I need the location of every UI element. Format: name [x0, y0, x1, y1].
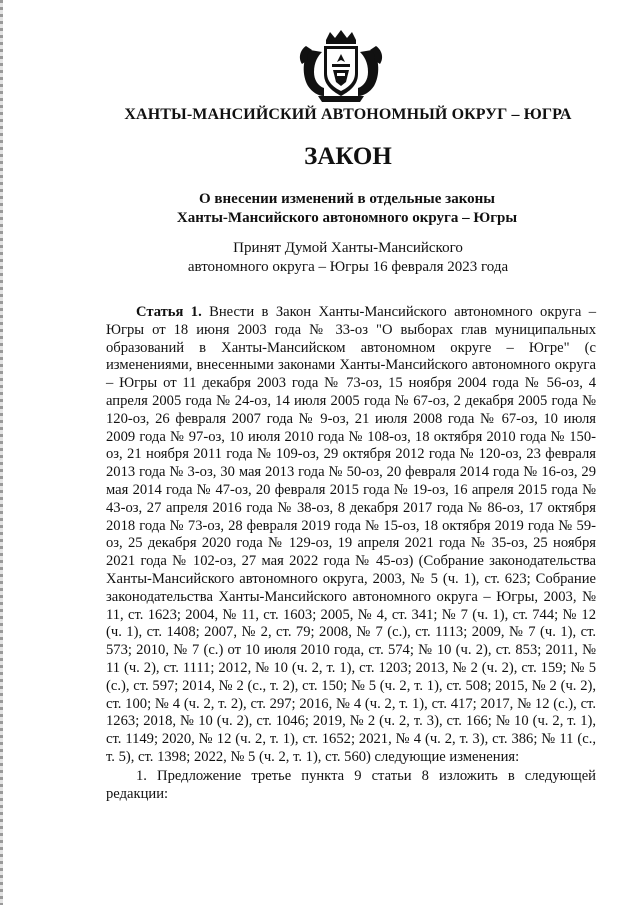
- law-subject: [0, 190, 640, 228]
- adoption-note-line-2: автономного округа – Югры 16 февраля 2023 года: [187, 259, 509, 275]
- scan-edge: [0, 0, 3, 905]
- article-1-text: Внести в Закон Ханты-Мансийского автономного округа – Югры от 18 июня 2003 года № 33-оз "О выборах глав муниципальных образований в Ханты-Мансийском автономном округе – Югре" (с изменениями, внесенными законами Ханты-Мансийского автономного округа – Югры от 11 декабря 2003 года № 73-оз, 15 ноября 2004 года № 56-оз, 4 апреля 2005 года № 24-оз, 14 июля 2005 года № 67-оз, 2 декабря 2005 года № 120-оз, 26 февраля 2007 года № 9-оз, 21 июля 2008 года № 67-оз, 10 июля 2009 года № 97-оз, 10 июля 2010 года № 108-оз, 18 октября 2010 года № 150-оз, 21 ноября 2011 года № 109-оз, 29 октября 2012 года № 120-оз, 23 февраля 2013 года № 3-оз, 30 мая 2013 года № 50-оз, 20 февраля 2014 года № 16-оз, 29 мая 2014 года № 47-оз, 20 февраля 2015 года № 19-оз, 16 апреля 2015 года № 43-оз, 27 апреля 2016 года № 38-оз, 8 декабря 2017 года № 86-оз, 17 октября 2018 года № 73-оз, 28 февраля 2019 года № 15-оз, 18 октября 2019 года № 59-оз, 25 декабря 2020 года № 129-оз, 19 апреля 2021 года № 35-оз, 25 ноября 2021 года № 102-оз, 27 мая 2022 года № 45-оз) (Собрание законодательства Ханты-Мансийского автономного округа, 2003, № 5 (ч. 1), ст. 623; Собрание законодательства Ханты-Мансийского автономного округа – Югры, 2003, № 11, ст. 1623; 2004, № 11, ст. 1603; 2005, № 4, ст. 341; № 7 (ч. 1), ст. 744; № 12 (ч. 1), ст. 1408; 2007, № 2, ст. 79; 2008, № 7 (с.), ст. 1113; 2009, № 7 (ч. 1), ст. 573; 2010, № 7 (с.) от 10 июля 2010 года, ст. 574; № 10 (ч. 2), ст. 853; 2011, № 11 (ч. 2), ст. 1111; 2012, № 10 (ч. 2, т. 1), ст. 1203; 2013, № 2 (ч. 2), ст. 159; № 5 (с.), ст. 597; 2014, № 2 (с., т. 2), ст. 150; № 5 (ч. 2, т. 1), ст. 508; 2015, № 2 (ч. 2), ст. 100; № 4 (ч. 2, т. 2), ст. 297; 2016, № 4 (ч. 2, т. 1), ст. 417; 2017, № 12 (с.), ст. 1263; 2018, № 10 (ч. 2), ст. 1046; 2019, № 2 (ч. 2, т. 3), ст. 166; № 10 (ч. 2, т. 1), ст. 1149; 2020, № 12 (ч. 2, т. 1), ст. 1652; 2021, № 4 (ч. 2, т. 3), ст. 386; № 11 (с., т. 5), ст. 1398; 2022, № 5 (ч. 2, т. 1), ст. 560) следующие изменения:: [106, 304, 596, 765]
- article-1: [106, 304, 596, 767]
- article-1-paragraph: [106, 304, 596, 767]
- law-subject-line-2: Ханты-Мансийского автономного округа – Югры: [176, 210, 518, 226]
- article-1-label: Статья 1.: [136, 304, 202, 320]
- region-heading: ХАНТЫ-МАНСИЙСКИЙ АВТОНОМНЫЙ ОКРУГ – ЮГРА: [124, 106, 572, 123]
- adoption-note-line-1: Принят Думой Ханты-Мансийского: [233, 240, 463, 256]
- law-subject-line-1: О внесении изменений в отдельные законы: [199, 191, 495, 207]
- amendment-item-1: 1. Предложение третье пункта 9 статьи 8 изложить в следующей редакции:: [106, 768, 596, 802]
- document-title: ЗАКОН: [304, 143, 392, 170]
- adoption-note: [0, 239, 640, 277]
- coat-of-arms-icon: [296, 30, 386, 106]
